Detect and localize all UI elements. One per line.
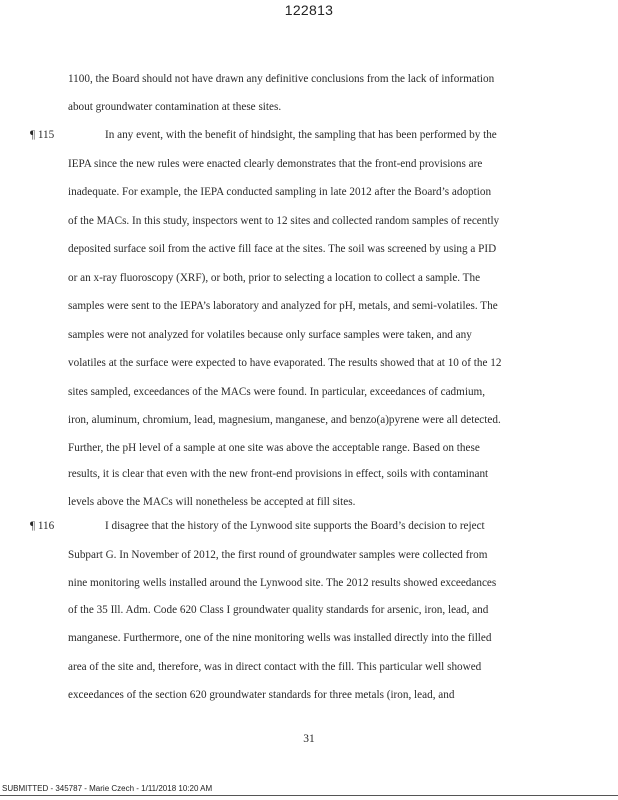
body-text-line: of the MACs. In this study, inspectors went to 12 sites and collected random samples of recently [68, 215, 500, 227]
paragraph-marker-115: ¶ 115 [30, 129, 55, 141]
body-text-line: In any event, with the benefit of hindsight, the sampling that has been performed by the [105, 129, 497, 141]
body-text-line: samples were sent to the IEPA’s laboratory and analyzed for pH, metals, and semi-volatiles. The [68, 300, 498, 312]
body-text-line: iron, aluminum, chromium, lead, magnesium, manganese, and benzo(a)pyrene were all detected. [68, 414, 501, 426]
body-text-line: 1100, the Board should not have drawn any definitive conclusions from the lack of information [68, 73, 495, 85]
document-number: 122813 [284, 2, 334, 18]
body-text-line: of the 35 Ill. Adm. Code 620 Class I groundwater quality standards for arsenic, iron, lead, and [68, 604, 489, 616]
body-text-line: area of the site and, therefore, was in direct contact with the fill. This particular well showed [68, 661, 482, 673]
body-text-line: nine monitoring wells installed around the Lynwood site. The 2012 results showed exceedances [68, 577, 497, 589]
body-text-line: samples were not analyzed for volatiles because only surface samples were taken, and any [68, 329, 472, 341]
body-text-line: levels above the MACs will nonetheless be accepted at fill sites. [68, 496, 356, 508]
body-text-line: manganese. Furthermore, one of the nine monitoring wells was installed directly into the filled [68, 632, 492, 644]
body-text-line: exceedances of the section 620 groundwater standards for three metals (iron, lead, and [68, 689, 455, 701]
body-text-line: inadequate. For example, the IEPA conducted sampling in late 2012 after the Board’s adoption [68, 186, 492, 198]
footer-rule [0, 795, 618, 796]
body-text-line: I disagree that the history of the Lynwood site supports the Board’s decision to reject [105, 520, 485, 532]
body-text-line: or an x-ray fluoroscopy (XRF), or both, prior to selecting a location to collect a sample. The [68, 272, 481, 284]
body-text-line: Subpart G. In November of 2012, the first round of groundwater samples were collected from [68, 549, 488, 561]
body-text-line: sites sampled, exceedances of the MACs were found. In particular, exceedances of cadmium, [68, 386, 486, 398]
submission-footer: SUBMITTED - 345787 - Marie Czech - 1/11/2018 10:20 AM [2, 784, 213, 793]
body-text-line: about groundwater contamination at these sites. [68, 101, 282, 113]
body-text-line: Further, the pH level of a sample at one site was above the acceptable range. Based on these [68, 442, 480, 454]
page-number: 31 [303, 733, 315, 745]
body-text-line: volatiles at the surface were expected to have evaporated. The results showed that at 10 of the 12 [68, 357, 502, 369]
body-text-line: IEPA since the new rules were enacted clearly demonstrates that the front-end provisions are [68, 158, 483, 170]
paragraph-marker-116: ¶ 116 [30, 520, 55, 532]
body-text-line: results, it is clear that even with the new front-end provisions in effect, soils with contaminant [68, 468, 489, 480]
body-text-line: deposited surface soil from the active fill face at the sites. The soil was screened by using a PID [68, 243, 497, 255]
